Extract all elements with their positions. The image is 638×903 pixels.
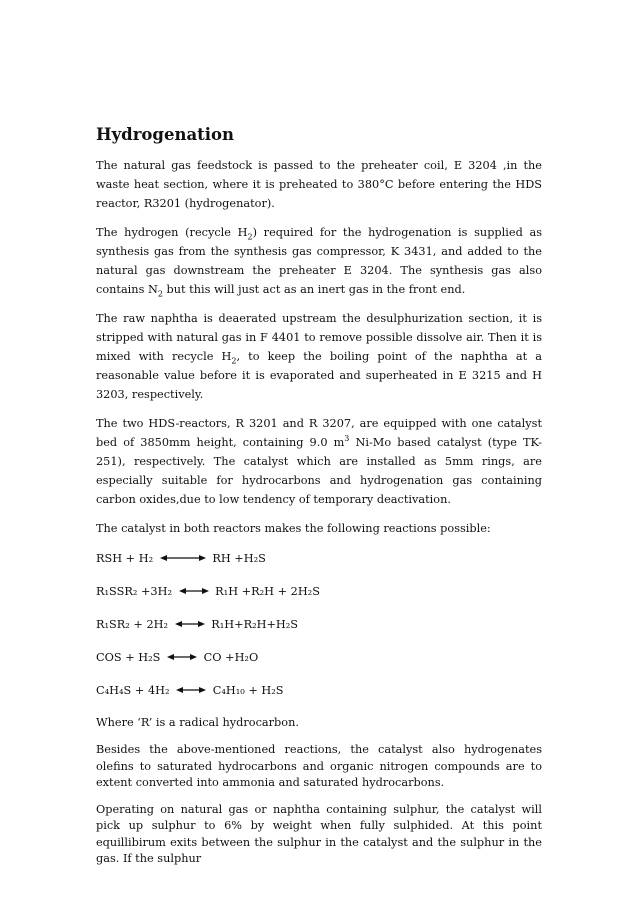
- text-fragment: The hydrogen (recycle H: [96, 226, 248, 239]
- reaction-line: [96, 581, 542, 603]
- reaction-line: [96, 614, 542, 636]
- reaction-line: [96, 680, 542, 702]
- double-headed-arrow-icon: [175, 614, 205, 636]
- document-body: [96, 124, 542, 878]
- text-fragment: , to keep the boiling point of the naphtha at a reasonable value before it is evaporated and superheated in E 3215 and H 3203, respectively.: [96, 350, 542, 401]
- reaction-lhs: C₄H₄S + 4H₂: [96, 684, 170, 697]
- double-headed-arrow-icon: [179, 581, 209, 603]
- section-heading: Hydrogenation: [96, 125, 235, 144]
- double-headed-arrow-icon: [160, 548, 206, 570]
- text-fragment: ) required for the hydrogenation is supplied as synthesis gas from the synthesis gas compressor, K 3431, and added to the natural gas downstream the preheater E 3204. The synthesis gas also contains N: [96, 226, 543, 296]
- reaction-lhs: R₁SSR₂ +3H₂: [96, 585, 172, 598]
- paragraph-hydrogen-recycle: [96, 223, 542, 299]
- text-fragment: Ni-Mo based catalyst (type TK-251), respectively. The catalyst which are installed as 5mm rings, are especially suitable for hydrocarbons and hydrogenation gas containing carbon oxides,due to low tendency of temporary deactivation.: [96, 436, 542, 506]
- double-headed-arrow-icon: [167, 647, 197, 669]
- reaction-line: [96, 548, 542, 570]
- text-fragment: The raw naphtha is deaerated upstream the desulphurization section, it is stripped with natural gas in F 4401 to remove possible dissolve air. Then it is mixed with recycle H: [96, 312, 542, 363]
- reaction-lhs: R₁SR₂ + 2H₂: [96, 618, 169, 631]
- paragraph-natural-gas-preheat: The natural gas feedstock is passed to the preheater coil, E 3204 ,in the waste heat section, where it is preheated to 380°C before entering the HDS reactor, R3201 (hydrogenator).: [96, 159, 542, 210]
- reaction-rhs: C₄H₁₀ + H₂S: [212, 684, 284, 697]
- text-fragment: The two HDS-reactors, R 3201 and R 3207, are equipped with one catalyst bed of 3850mm height, containing 9.0 m: [96, 417, 542, 449]
- paragraph-reactions-intro: The catalyst in both reactors makes the following reactions possible:: [96, 522, 491, 535]
- paragraph-sulphur-pickup: Operating on natural gas or naphtha containing sulphur, the catalyst will pick up sulphur to 6% by weight when fully sulphided. At this point equillibirum exits between the sulphur in the catalyst and the sulphur in the gas. If the sulphur: [96, 802, 542, 865]
- reaction-rhs: R₁H+R₂H+H₂S: [211, 618, 299, 631]
- paragraph-raw-naphtha: [96, 309, 542, 404]
- reaction-lhs: COS + H₂S: [96, 651, 161, 664]
- paragraph-olefins: Besides the above-mentioned reactions, the catalyst also hydrogenates olefins to saturated hydrocarbons and organic nitrogen compounds are to extent converted into ammonia and saturated hydrocarbons.: [96, 743, 542, 789]
- subscript: 2: [157, 289, 163, 299]
- reaction-line: [96, 647, 542, 669]
- double-headed-arrow-icon: [176, 680, 206, 702]
- reaction-rhs: R₁H +R₂H + 2H₂S: [215, 585, 320, 598]
- text-fragment: but this will just act as an inert gas in the front end.: [162, 283, 466, 296]
- reaction-rhs: CO +H₂O: [203, 651, 259, 664]
- paragraph-radical-note: Where ‘R’ is a radical hydrocarbon.: [96, 716, 299, 729]
- reaction-rhs: RH +H₂S: [212, 552, 266, 565]
- subscript: 2: [247, 232, 253, 242]
- paragraph-hds-reactors: [96, 414, 542, 509]
- reaction-lhs: RSH + H₂: [96, 552, 154, 565]
- superscript: 3: [344, 434, 350, 444]
- subscript: 2: [231, 356, 237, 366]
